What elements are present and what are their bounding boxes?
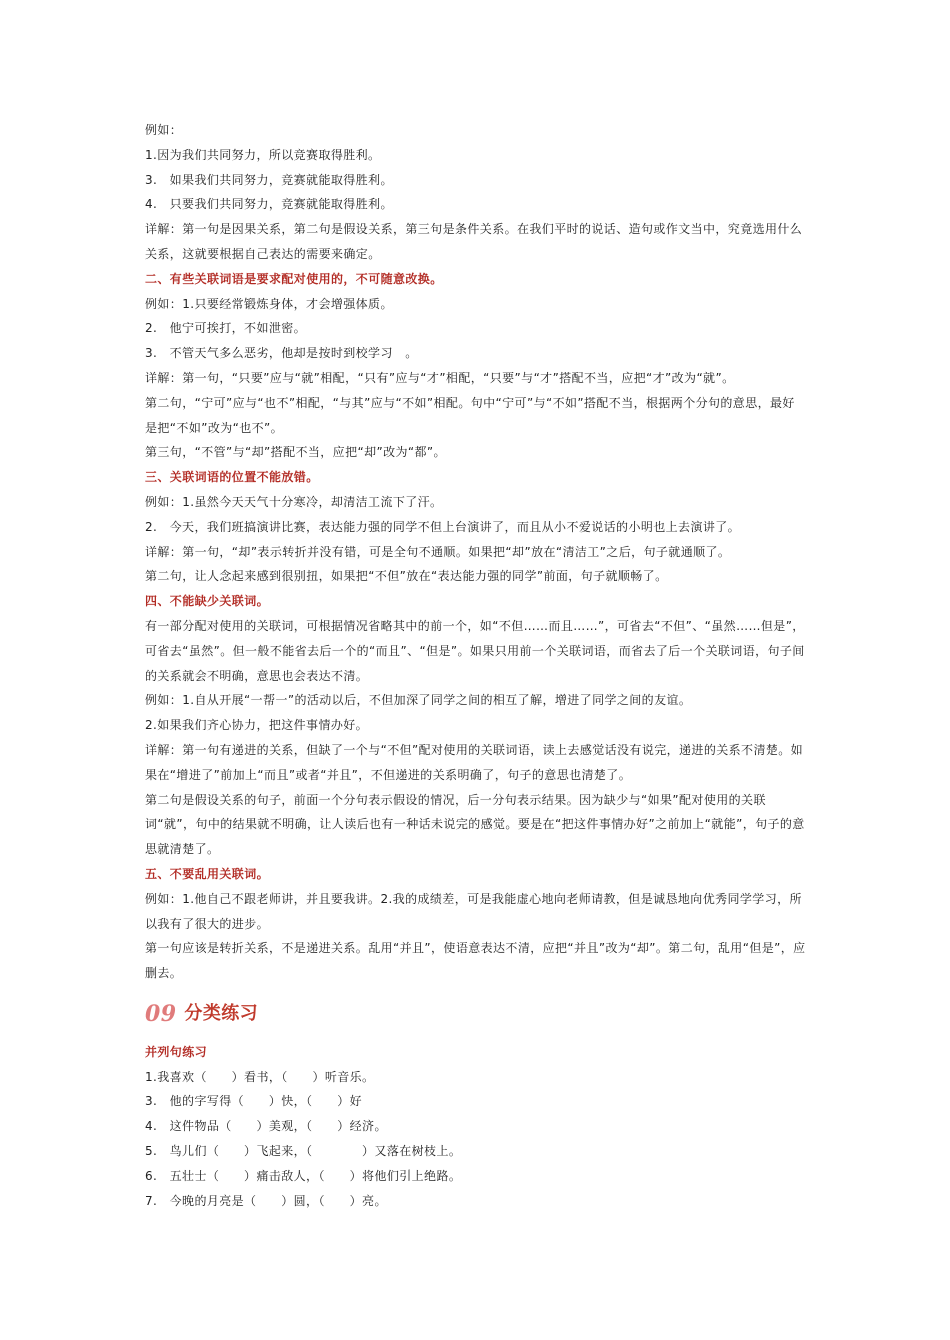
example-sentence: 例如：1.他自己不跟老师讲，并且要我讲。2.我的成绩差，可是我能虚心地向老师请教，但是诚恳地向优秀同学学习，所以我有了很大的进步。 [145, 891, 802, 931]
exercise-item: 4. 这件物品（ ）美观，（ ）经济。 [145, 1119, 387, 1134]
example-sentence: 4. 只要我们共同努力，竞赛就能取得胜利。 [145, 197, 393, 212]
example-sentence: 2.如果我们齐心协力，把这件事情办好。 [145, 718, 369, 733]
example-sentence: 2. 他宁可挨打，不如泄密。 [145, 321, 307, 336]
example-sentence: 例如：1.自从开展“一帮一”的活动以后，不但加深了同学之间的相互了解，增进了同学之间的友谊。 [145, 693, 692, 708]
exercise-item: 7. 今晚的月亮是（ ）圆，（ ）亮。 [145, 1193, 387, 1208]
example-sentence: 例如：1.虽然今天天气十分寒冷，却清洁工流下了汗。 [145, 494, 443, 509]
example-sentence: 3. 不管天气多么恶劣，他却是按时到校学习 。 [145, 346, 418, 361]
document-body [145, 118, 807, 1213]
heading-pairing-rule: 二、有些关联词语是要求配对使用的，不可随意改换。 [145, 271, 443, 286]
explanation-paragraph: 第二句，让人念起来感到很别扭，如果把“不但”放在“表达能力强的同学”前面，句子就顺畅了。 [145, 569, 668, 584]
exercise-item: 6. 五壮士（ ）痛击敌人，（ ）将他们引上绝路。 [145, 1168, 462, 1183]
explanation-paragraph: 详解：第一句是因果关系，第二句是假设关系，第三句是条件关系。在我们平时的说话、造句或作文当中，究竟选用什么关系，这就要根据自己表达的需要来确定。 [145, 222, 803, 261]
example-label: 例如： [145, 123, 183, 137]
explanation-paragraph: 详解：第一句有递进的关系，但缺了一个与“不但”配对使用的关联词语，读上去感觉话没有说完，递进的关系不清楚。如果在“增进了”前加上“而且”或者“并且”，不但递进的关系明确了，句子的意思也清楚了。 [145, 742, 804, 782]
heading-misuse-rule: 五、不要乱用关联词。 [145, 866, 270, 881]
example-sentence: 1.因为我们共同努力，所以竞赛取得胜利。 [145, 147, 381, 162]
heading-missing-rule: 四、不能缺少关联词。 [145, 594, 270, 609]
exercise-item: 1.我喜欢（ ）看书，（ ）听音乐。 [145, 1069, 375, 1084]
explanation-paragraph: 详解：第一句，“却”表示转折并没有错，可是全句不通顺。如果把“却”放在“清洁工”之后，句子就通顺了。 [145, 544, 731, 559]
example-sentence: 3. 如果我们共同努力，竞赛就能取得胜利。 [145, 172, 393, 187]
explanation-paragraph: 第三句，“不管”与“却”搭配不当，应把“却”改为“都”。 [145, 445, 446, 460]
explanation-paragraph: 第二句是假设关系的句子，前面一个分句表示假设的情况，后一分句表示结果。因为缺少与“如果”配对使用的关联词“就”，句中的结果就不明确，让人读后也有一种话未说完的感觉。要是在“把这件事情办好”之前加上“就能”，句子的意思就清楚了。 [145, 792, 805, 857]
exercise-item: 3. 他的字写得（ ）快，（ ）好 [145, 1094, 363, 1109]
section-name: 分类练习 [184, 1003, 259, 1025]
example-sentence: 2. 今天，我们班搞演讲比赛，表达能力强的同学不但上台演讲了，而且从小不爱说话的小明也上去演讲了。 [145, 519, 741, 534]
section-number: 09 [145, 1001, 177, 1028]
explanation-paragraph: 详解：第一句，“只要”应与“就”相配，“只有”应与“才”相配，“只要”与“才”搭配不当，应把“才”改为“就”。 [145, 370, 735, 385]
explanation-paragraph: 第二句，“宁可”应与“也不”相配，“与其”应与“不如”相配。句中“宁可”与“不如”搭配不当，根据两个分句的意思，最好是把“不如”改为“也不”。 [145, 395, 795, 435]
heading-position-rule: 三、关联词语的位置不能放错。 [145, 470, 319, 485]
exercise-item: 5. 鸟儿们（ ）飞起来，（ ）又落在树枝上。 [145, 1144, 462, 1159]
example-sentence: 例如：1.只要经常锻炼身体，才会增强体质。 [145, 296, 393, 311]
exercise-heading: 并列句练习 [145, 1044, 208, 1059]
section-title [145, 1000, 807, 1030]
explanation-paragraph: 有一部分配对使用的关联词，可根据情况省略其中的前一个，如“不但……而且……”，可省去“不但”、“虽然……但是”，可省去“虽然”。但一般不能省去后一个的“而且”、“但是”。如果只用前一个关联词语，而省去了后一个关联词语，句子间的关系就会不明确，意思也会表达不清。 [145, 618, 805, 683]
explanation-paragraph: 第一句应该是转折关系，不是递进关系。乱用“并且”，使语意表达不清，应把“并且”改为“却”。第二句，乱用“但是”，应删去。 [145, 941, 806, 981]
